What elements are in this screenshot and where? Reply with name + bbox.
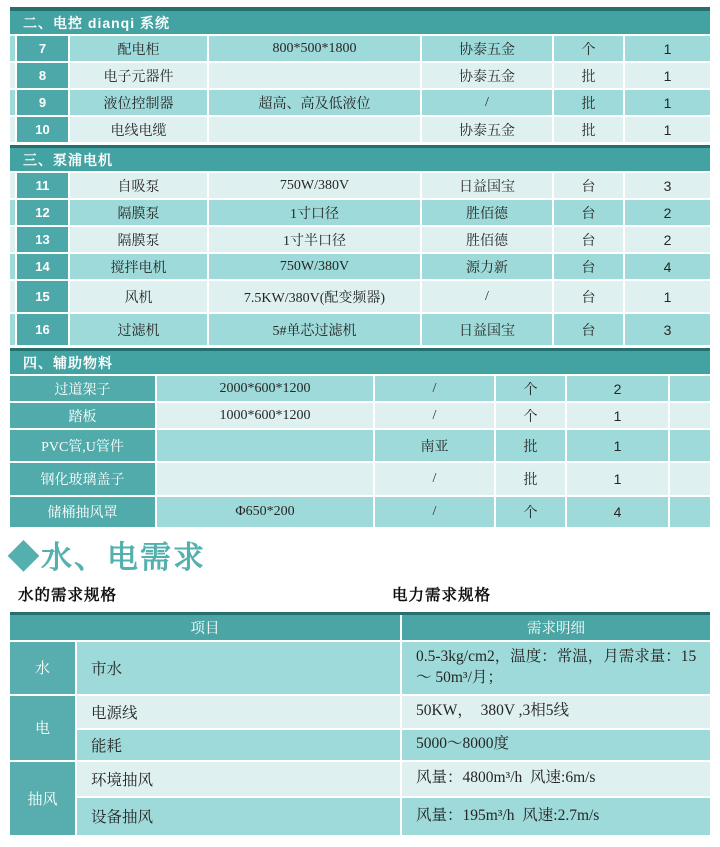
item-name-cell: 隔膜泵 (70, 227, 207, 252)
unit-cell: 台 (554, 314, 623, 345)
quantity-cell: 4 (567, 497, 668, 527)
item-name-cell: 液位控制器 (70, 90, 207, 115)
subheading-water: 水的需求规格 (18, 586, 118, 604)
row-number-cell: 11 (17, 173, 68, 198)
unit-cell: 个 (496, 403, 565, 428)
detail-text: 50KW， 380V ,3相5线 (416, 702, 569, 720)
supplier-cell: 日益国宝 (422, 314, 552, 345)
equipment-table-section (10, 145, 710, 345)
edge-sliver-cell (10, 314, 15, 345)
unit-cell: 台 (554, 200, 623, 225)
supplier-cell: 日益国宝 (422, 173, 552, 198)
edge-sliver-cell (670, 430, 710, 461)
table-row (10, 63, 710, 88)
quantity-cell: 1 (567, 463, 668, 495)
supplier-cell: 胜佰德 (422, 200, 552, 225)
table-row (77, 762, 710, 796)
item-name-cell: 储桶抽风罩 (10, 497, 155, 527)
quantity-cell: 1 (625, 36, 710, 61)
detail-text: 5000～8000度 (416, 735, 510, 753)
detail-text: 风量：195m³/h 风速:2.7m/s (416, 806, 600, 824)
quantity-cell: 2 (625, 227, 710, 252)
edge-sliver-cell (670, 497, 710, 527)
edge-sliver-cell (670, 403, 710, 428)
table-row (10, 200, 710, 225)
quantity-cell: 4 (625, 254, 710, 279)
table-row (10, 497, 710, 527)
quantity-cell: 1 (625, 117, 710, 142)
supplier-cell: / (375, 497, 494, 527)
row-number-cell: 7 (17, 36, 68, 61)
edge-sliver-cell (10, 90, 15, 115)
item-name-cell: PVC管,U管件 (10, 430, 155, 461)
detail-cell (402, 696, 710, 728)
unit-cell: 批 (496, 463, 565, 495)
table-row (77, 798, 710, 835)
quantity-cell: 3 (625, 173, 710, 198)
spec-cell (209, 63, 420, 88)
table-row (10, 281, 710, 312)
supplier-cell: 南亚 (375, 430, 494, 461)
table-row (10, 227, 710, 252)
quantity-cell: 1 (625, 63, 710, 88)
section-rows (10, 36, 710, 142)
spec-cell: 800*500*1800 (209, 36, 420, 61)
spec-cell: 2000*600*1200 (157, 376, 373, 401)
group-label-cell: 水 (10, 642, 75, 694)
table-row (10, 314, 710, 345)
group-label-cell: 抽风 (10, 762, 75, 835)
supplier-cell: 源力新 (422, 254, 552, 279)
detail-text: 0.5-3kg/cm2，温度：常温，月需求量：15～ 50m³/月； (416, 647, 697, 686)
row-number-cell: 9 (17, 90, 68, 115)
table-row (10, 117, 710, 142)
group-rows (77, 642, 710, 694)
supplier-cell: 胜佰德 (422, 227, 552, 252)
diamond-bullet-icon: ◆ (8, 540, 41, 575)
quantity-cell: 1 (625, 281, 710, 312)
spec-cell: 1寸口径 (209, 200, 420, 225)
edge-sliver-cell (10, 36, 15, 61)
row-number-cell: 10 (17, 117, 68, 142)
requirements-group (10, 696, 710, 760)
supplier-cell: 协泰五金 (422, 63, 552, 88)
table-row (10, 463, 710, 495)
unit-cell: 台 (554, 227, 623, 252)
equipment-tables (10, 7, 710, 527)
row-number-cell: 8 (17, 63, 68, 88)
unit-cell: 批 (554, 90, 623, 115)
table-row (10, 36, 710, 61)
supplier-cell: / (375, 403, 494, 428)
unit-cell: 个 (554, 36, 623, 61)
page-heading-text: 水、电需求 (41, 540, 206, 575)
quantity-cell: 1 (567, 403, 668, 428)
table-row (10, 376, 710, 401)
spec-cell: 超高、高及低液位 (209, 90, 420, 115)
edge-sliver-cell (10, 173, 15, 198)
group-rows (77, 696, 710, 760)
supplier-cell: / (422, 90, 552, 115)
quantity-cell: 1 (567, 430, 668, 461)
section-rows (10, 376, 710, 527)
unit-cell: 台 (554, 254, 623, 279)
detail-text: 风量：4800m³/h 风速:6m/s (416, 769, 596, 787)
row-number-cell: 14 (17, 254, 68, 279)
item-cell: 设备抽风 (77, 798, 400, 835)
requirements-group (10, 762, 710, 835)
supplier-cell: / (375, 463, 494, 495)
subheadings (10, 583, 710, 605)
edge-sliver-cell (10, 227, 15, 252)
equipment-table-section (10, 348, 710, 527)
row-number-cell: 15 (17, 281, 68, 312)
edge-sliver-cell (670, 376, 710, 401)
spec-cell: 7.5KW/380V(配变频器) (209, 281, 420, 312)
spec-cell (209, 117, 420, 142)
table-row (77, 642, 710, 694)
supplier-cell: 协泰五金 (422, 36, 552, 61)
equipment-table-section (10, 7, 710, 142)
group-label-cell: 电 (10, 696, 75, 760)
quantity-cell: 2 (625, 200, 710, 225)
table-row (77, 696, 710, 728)
table-row (10, 90, 710, 115)
row-number-cell: 13 (17, 227, 68, 252)
supplier-cell: / (422, 281, 552, 312)
requirements-group (10, 642, 710, 694)
detail-cell (402, 798, 710, 835)
requirements-table-header (10, 612, 710, 640)
spec-cell: 750W/380V (209, 254, 420, 279)
requirements-table-body (10, 642, 710, 835)
detail-cell (402, 762, 710, 796)
table-row (10, 254, 710, 279)
item-name-cell: 过道架子 (10, 376, 155, 401)
table-row (10, 173, 710, 198)
edge-sliver-cell (10, 63, 15, 88)
section-title-bar: 四、辅助物料 (10, 348, 710, 374)
item-name-cell: 钢化玻璃盖子 (10, 463, 155, 495)
section-title-bar: 三、泵浦电机 (10, 145, 710, 171)
unit-cell: 个 (496, 497, 565, 527)
item-cell: 环境抽风 (77, 762, 400, 796)
item-cell: 能耗 (77, 730, 400, 760)
unit-cell: 批 (496, 430, 565, 461)
spec-cell (157, 430, 373, 461)
spec-cell: 1000*600*1200 (157, 403, 373, 428)
supplier-cell: 协泰五金 (422, 117, 552, 142)
item-name-cell: 电线电缆 (70, 117, 207, 142)
item-name-cell: 风机 (70, 281, 207, 312)
spec-cell (157, 463, 373, 495)
unit-cell: 台 (554, 281, 623, 312)
item-name-cell: 搅拌电机 (70, 254, 207, 279)
page-heading (8, 540, 710, 576)
column-header-detail: 需求明细 (402, 615, 710, 640)
table-row (10, 403, 710, 428)
unit-cell: 批 (554, 63, 623, 88)
table-row (10, 430, 710, 461)
detail-cell (402, 642, 710, 694)
spec-cell: 5#单芯过滤机 (209, 314, 420, 345)
unit-cell: 个 (496, 376, 565, 401)
subheading-power: 电力需求规格 (392, 586, 492, 604)
unit-cell: 批 (554, 117, 623, 142)
quantity-cell: 1 (625, 90, 710, 115)
section-title-bar: 二、电控 dianqi 系统 (10, 7, 710, 34)
spec-cell: 750W/380V (209, 173, 420, 198)
quantity-cell: 3 (625, 314, 710, 345)
item-cell: 电源线 (77, 696, 400, 728)
item-cell: 市水 (77, 642, 400, 694)
item-name-cell: 配电柜 (70, 36, 207, 61)
row-number-cell: 16 (17, 314, 68, 345)
item-name-cell: 电子元器件 (70, 63, 207, 88)
item-name-cell: 自吸泵 (70, 173, 207, 198)
section-rows (10, 173, 710, 345)
spec-cell: Φ650*200 (157, 497, 373, 527)
detail-cell (402, 730, 710, 760)
quantity-cell: 2 (567, 376, 668, 401)
supplier-cell: / (375, 376, 494, 401)
edge-sliver-cell (670, 463, 710, 495)
unit-cell: 台 (554, 173, 623, 198)
edge-sliver-cell (10, 200, 15, 225)
spec-cell: 1寸半口径 (209, 227, 420, 252)
item-name-cell: 踏板 (10, 403, 155, 428)
edge-sliver-cell (10, 117, 15, 142)
requirements-table (10, 612, 710, 835)
table-row (77, 730, 710, 760)
item-name-cell: 隔膜泵 (70, 200, 207, 225)
edge-sliver-cell (10, 254, 15, 279)
group-rows (77, 762, 710, 835)
edge-sliver-cell (10, 281, 15, 312)
column-header-item: 项目 (10, 615, 400, 640)
item-name-cell: 过滤机 (70, 314, 207, 345)
row-number-cell: 12 (17, 200, 68, 225)
